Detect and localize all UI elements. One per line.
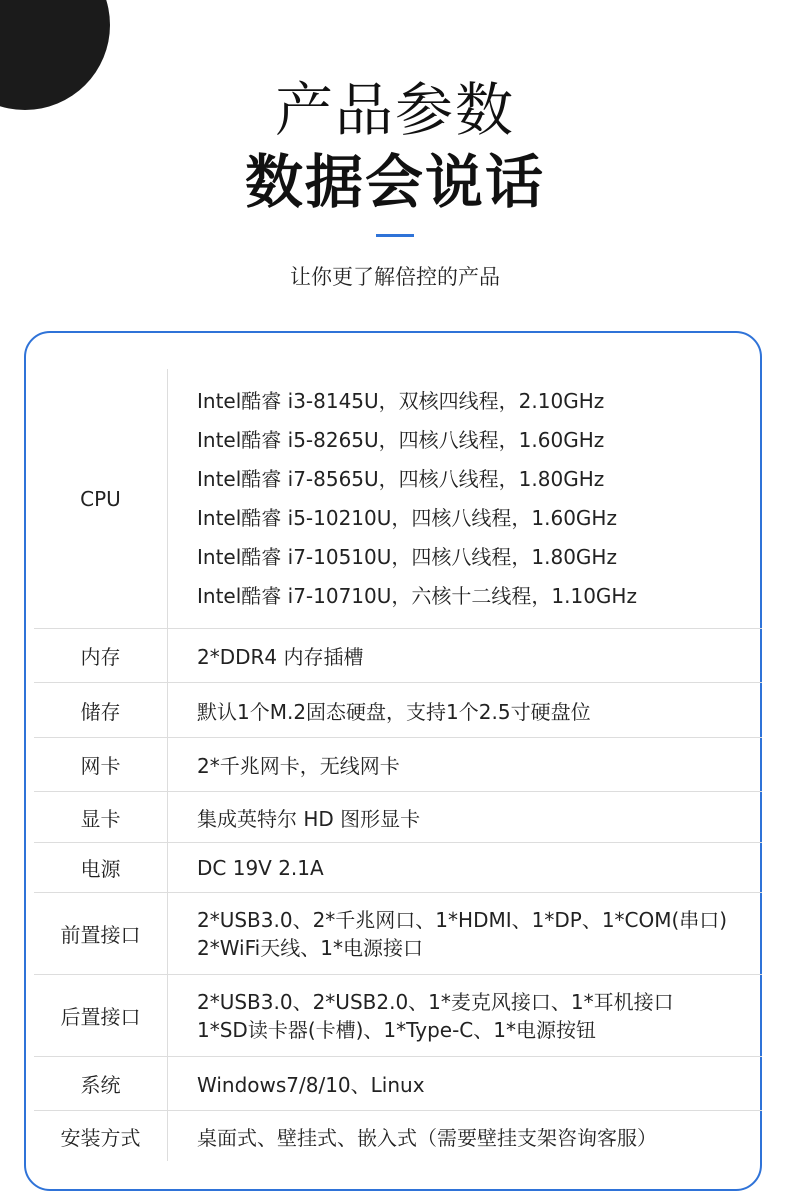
spec-value-text: 1*SD读卡器(卡槽)、1*Type-C、1*电源按钮 (197, 1017, 596, 1042)
spec-row-front-ports (34, 893, 762, 975)
spec-value (168, 683, 762, 737)
cpu-option: Intel酷睿 i5-10210U，四核八线程，1.60GHz (197, 505, 617, 530)
spec-row-power (34, 843, 762, 893)
spec-row-mounting (34, 1111, 762, 1161)
spec-value-text: 2*DDR4 内存插槽 (197, 645, 364, 669)
page-title: 产品参数 (274, 76, 515, 144)
spec-label: 显卡 (34, 792, 168, 842)
spec-label: 系统 (34, 1057, 168, 1110)
spec-value-text: 桌面式、壁挂式、嵌入式（需要壁挂支架咨询客服） (197, 1125, 657, 1150)
cpu-option: Intel酷睿 i5-8265U，四核八线程，1.60GHz (197, 427, 605, 452)
spec-row-os (34, 1057, 762, 1111)
spec-row-storage (34, 683, 762, 738)
page-title-bold: 数据会说话 (244, 148, 545, 216)
title-divider (376, 234, 414, 237)
spec-label: CPU (34, 369, 168, 628)
spec-value (168, 629, 762, 682)
spec-label: 储存 (34, 683, 168, 737)
spec-label: 安装方式 (34, 1111, 168, 1161)
cpu-option: Intel酷睿 i3-8145U，双核四线程，2.10GHz (197, 388, 605, 413)
spec-value-text: 默认1个M.2固态硬盘，支持1个2.5寸硬盘位 (197, 699, 591, 724)
spec-label: 内存 (34, 629, 168, 682)
spec-value-text: 2*WiFi天线、1*电源接口 (197, 935, 423, 960)
cpu-option: Intel酷睿 i7-10710U，六核十二线程，1.10GHz (197, 583, 637, 608)
spec-value (168, 738, 762, 791)
spec-label: 网卡 (34, 738, 168, 791)
spec-row-graphics (34, 792, 762, 843)
spec-table (34, 369, 762, 1161)
spec-row-rear-ports (34, 975, 762, 1057)
spec-row-memory (34, 629, 762, 683)
spec-value (168, 893, 762, 974)
spec-value (168, 843, 762, 892)
spec-value-text: DC 19V 2.1A (197, 855, 324, 880)
spec-value (168, 975, 762, 1056)
cpu-option: Intel酷睿 i7-8565U，四核八线程，1.80GHz (197, 466, 605, 491)
page-subtitle: 让你更了解倍控的产品 (290, 265, 500, 289)
spec-value-text: 2*千兆网卡，无线网卡 (197, 754, 400, 778)
spec-value-text: Windows7/8/10、Linux (197, 1073, 425, 1097)
spec-label: 电源 (34, 843, 168, 892)
spec-label: 后置接口 (34, 975, 168, 1056)
spec-value (168, 369, 762, 628)
spec-row-network (34, 738, 762, 792)
spec-value-text: 2*USB3.0、2*千兆网口、1*HDMI、1*DP、1*COM(串口) (197, 907, 728, 932)
spec-value (168, 1111, 762, 1161)
cpu-option: Intel酷睿 i7-10510U，四核八线程，1.80GHz (197, 544, 617, 569)
spec-value (168, 1057, 762, 1110)
spec-value-text: 2*USB3.0、2*USB2.0、1*麦克风接口、1*耳机接口 (197, 989, 674, 1014)
spec-value (168, 792, 762, 842)
spec-row-cpu (34, 369, 762, 629)
spec-label: 前置接口 (34, 893, 168, 974)
spec-value-text: 集成英特尔 HD 图形显卡 (197, 806, 421, 831)
